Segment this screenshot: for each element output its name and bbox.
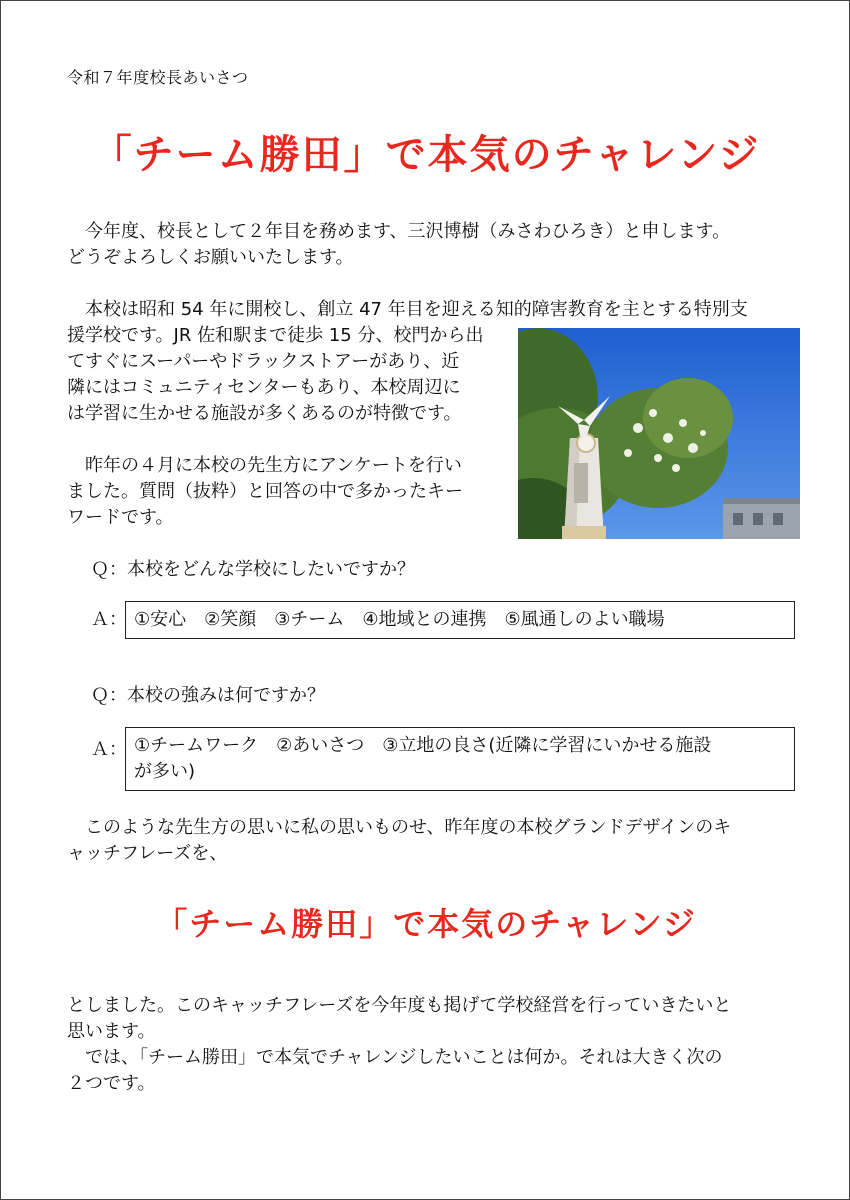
intro-line: どうぞよろしくお願いいたします。 [67,247,354,268]
intro-paragraph [67,219,787,271]
intro-line: 今年度、校長として２年目を務めます、三沢博樹（みさわひろき）と申します。 [67,221,731,242]
answer-2-label: Ａ： [91,739,127,760]
survey-line: ワードです。 [67,507,174,528]
monument-photo-icon [518,328,800,539]
school-line: 援学校です。JR 佐和駅まで徒歩 15 分、校門から出 [67,325,484,346]
answer-1-label: Ａ： [91,609,127,630]
monument-photo [518,328,800,539]
closing-line: ャッチフレーズを、 [67,843,228,864]
main-headline: 「チーム勝田」で本気のチャレンジ [91,132,761,178]
question-1: Ｑ：本校をどんな学校にしたいですか？ [91,559,415,580]
closing-line: このような先生方の思いに私の思いものせ、昨年度の本校グランドデザインのキ [67,817,732,838]
school-line: は学習に生かせる施設が多くあるのが特徴です。 [67,403,462,424]
answer-2-box [125,727,795,791]
final-line: では、「チーム勝田」で本気でチャレンジしたいことは何か。それは大きく次の [67,1047,723,1068]
survey-line: ました。質問（抜粋）と回答の中で多かったキー [67,481,463,502]
answer-2-line: ①チームワーク ②あいさつ ③立地の良さ(近隣に学習にいかせる施設 [134,735,712,756]
final-line: 思います。 [67,1021,156,1042]
answer-2-line: が多い) [134,761,196,782]
page-subtitle: 令和７年度校長あいさつ [67,68,249,87]
final-line: ２つです。 [67,1073,156,1094]
school-line: 本校は昭和 54 年に開校し、創立 47 年目を迎える知的障害教育を主とする特別支 [67,299,748,320]
catchphrase-headline: 「チーム勝田」で本気のチャレンジ [155,905,697,943]
final-line: としました。このキャッチフレーズを今年度も掲げて学校経営を行っていきたいと [67,995,732,1016]
survey-line: 昨年の４月に本校の先生方にアンケートを行い [67,455,462,476]
answer-1-line: ①安心 ②笑顔 ③チーム ④地域との連携 ⑤風通しのよい職場 [134,609,665,630]
final-paragraph [67,993,787,1097]
school-line: 隣にはコミュニティセンターもあり、本校周辺に [67,377,461,398]
closing-paragraph [67,815,787,867]
question-2: Ｑ：本校の強みは何ですか？ [91,685,325,706]
school-line: てすぐにスーパーやドラックストアーがあり、近 [67,351,460,372]
answer-1-box [125,601,795,639]
